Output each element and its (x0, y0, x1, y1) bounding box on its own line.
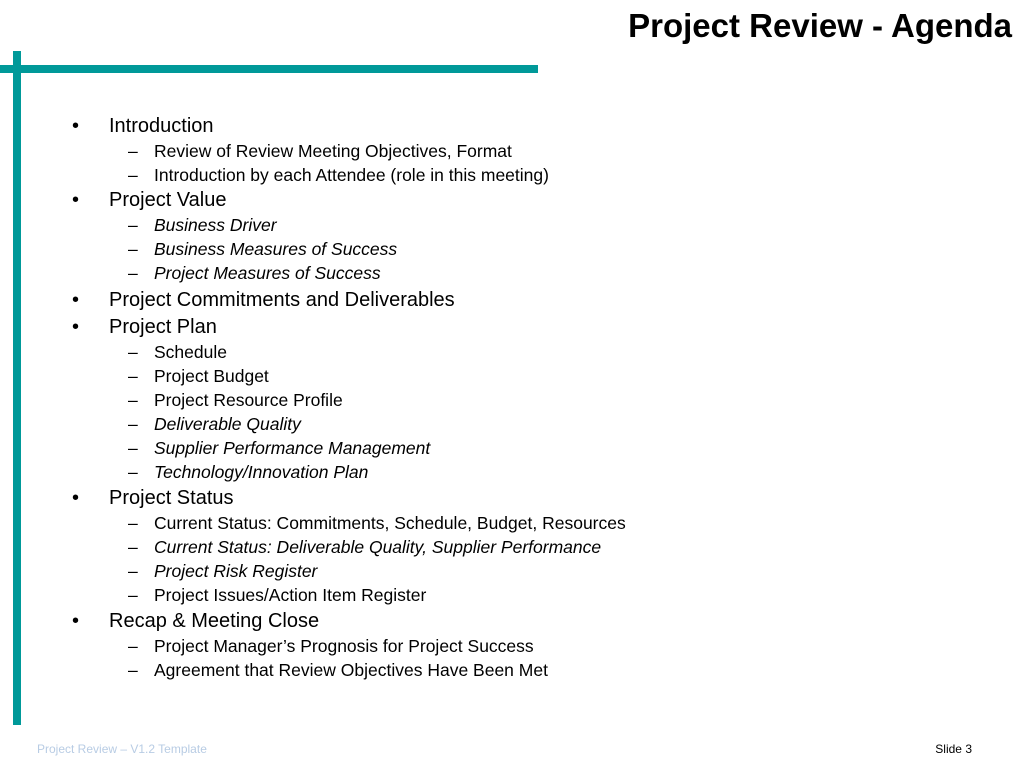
dash-marker: – (128, 585, 138, 605)
bullet-marker: • (72, 610, 80, 632)
agenda-subitem-label: Current Status: Commitments, Schedule, Budget, Resources (154, 513, 626, 533)
agenda-subitem-label: Business Measures of Success (154, 239, 398, 259)
dash-marker: – (128, 263, 138, 283)
slide-number: Slide 3 (935, 742, 972, 756)
agenda-subitem-label: Review of Review Meeting Objectives, Format (154, 141, 512, 161)
bullet-marker: • (72, 316, 80, 338)
agenda-subitem-label: Current Status: Deliverable Quality, Supplier Performance (154, 537, 602, 557)
bullet-marker: • (72, 487, 80, 509)
agenda-subitem-label: Project Issues/Action Item Register (154, 585, 427, 605)
dash-marker: – (128, 462, 138, 482)
agenda-subitem-label: Supplier Performance Management (154, 438, 431, 458)
agenda-item-label: Project Status (109, 487, 234, 509)
dash-marker: – (128, 660, 138, 680)
agenda-subitem-label: Deliverable Quality (154, 414, 301, 434)
agenda-subitem-label: Schedule (154, 342, 227, 362)
agenda-subitem-label: Business Driver (154, 215, 277, 235)
agenda-subitem-label: Agreement that Review Objectives Have Been Met (154, 660, 548, 680)
agenda-subitem-label: Project Measures of Success (154, 263, 381, 283)
dash-marker: – (128, 561, 138, 581)
agenda-subitem-label: Project Resource Profile (154, 390, 343, 410)
dash-marker: – (128, 141, 138, 161)
bullet-marker: • (72, 115, 80, 137)
agenda-subitem-label: Project Risk Register (154, 561, 318, 581)
dash-marker: – (128, 537, 138, 557)
dash-marker: – (128, 366, 138, 386)
agenda-subitem-label: Project Manager’s Prognosis for Project Success (154, 636, 534, 656)
dash-marker: – (128, 342, 138, 362)
agenda-item-label: Recap & Meeting Close (109, 610, 320, 632)
dash-marker: – (128, 513, 138, 533)
agenda-item-label: Project Plan (109, 316, 217, 338)
footer-template-label: Project Review – V1.2 Template (37, 742, 207, 756)
dash-marker: – (128, 165, 138, 185)
agenda-subitem-label: Project Budget (154, 366, 269, 386)
agenda-item-label: Project Value (109, 189, 227, 211)
bullet-marker: • (72, 189, 80, 211)
dash-marker: – (128, 239, 138, 259)
dash-marker: – (128, 414, 138, 434)
agenda-subitem-label: Introduction by each Attendee (role in this meeting) (154, 165, 549, 185)
dash-marker: – (128, 438, 138, 458)
agenda-item-label: Project Commitments and Deliverables (109, 289, 455, 311)
slide-title: Project Review - Agenda (628, 7, 1012, 44)
agenda-subitem-label: Technology/Innovation Plan (154, 462, 369, 482)
dash-marker: – (128, 215, 138, 235)
dash-marker: – (128, 390, 138, 410)
dash-marker: – (128, 636, 138, 656)
agenda-item-label: Introduction (109, 115, 214, 137)
bullet-marker: • (72, 289, 80, 311)
